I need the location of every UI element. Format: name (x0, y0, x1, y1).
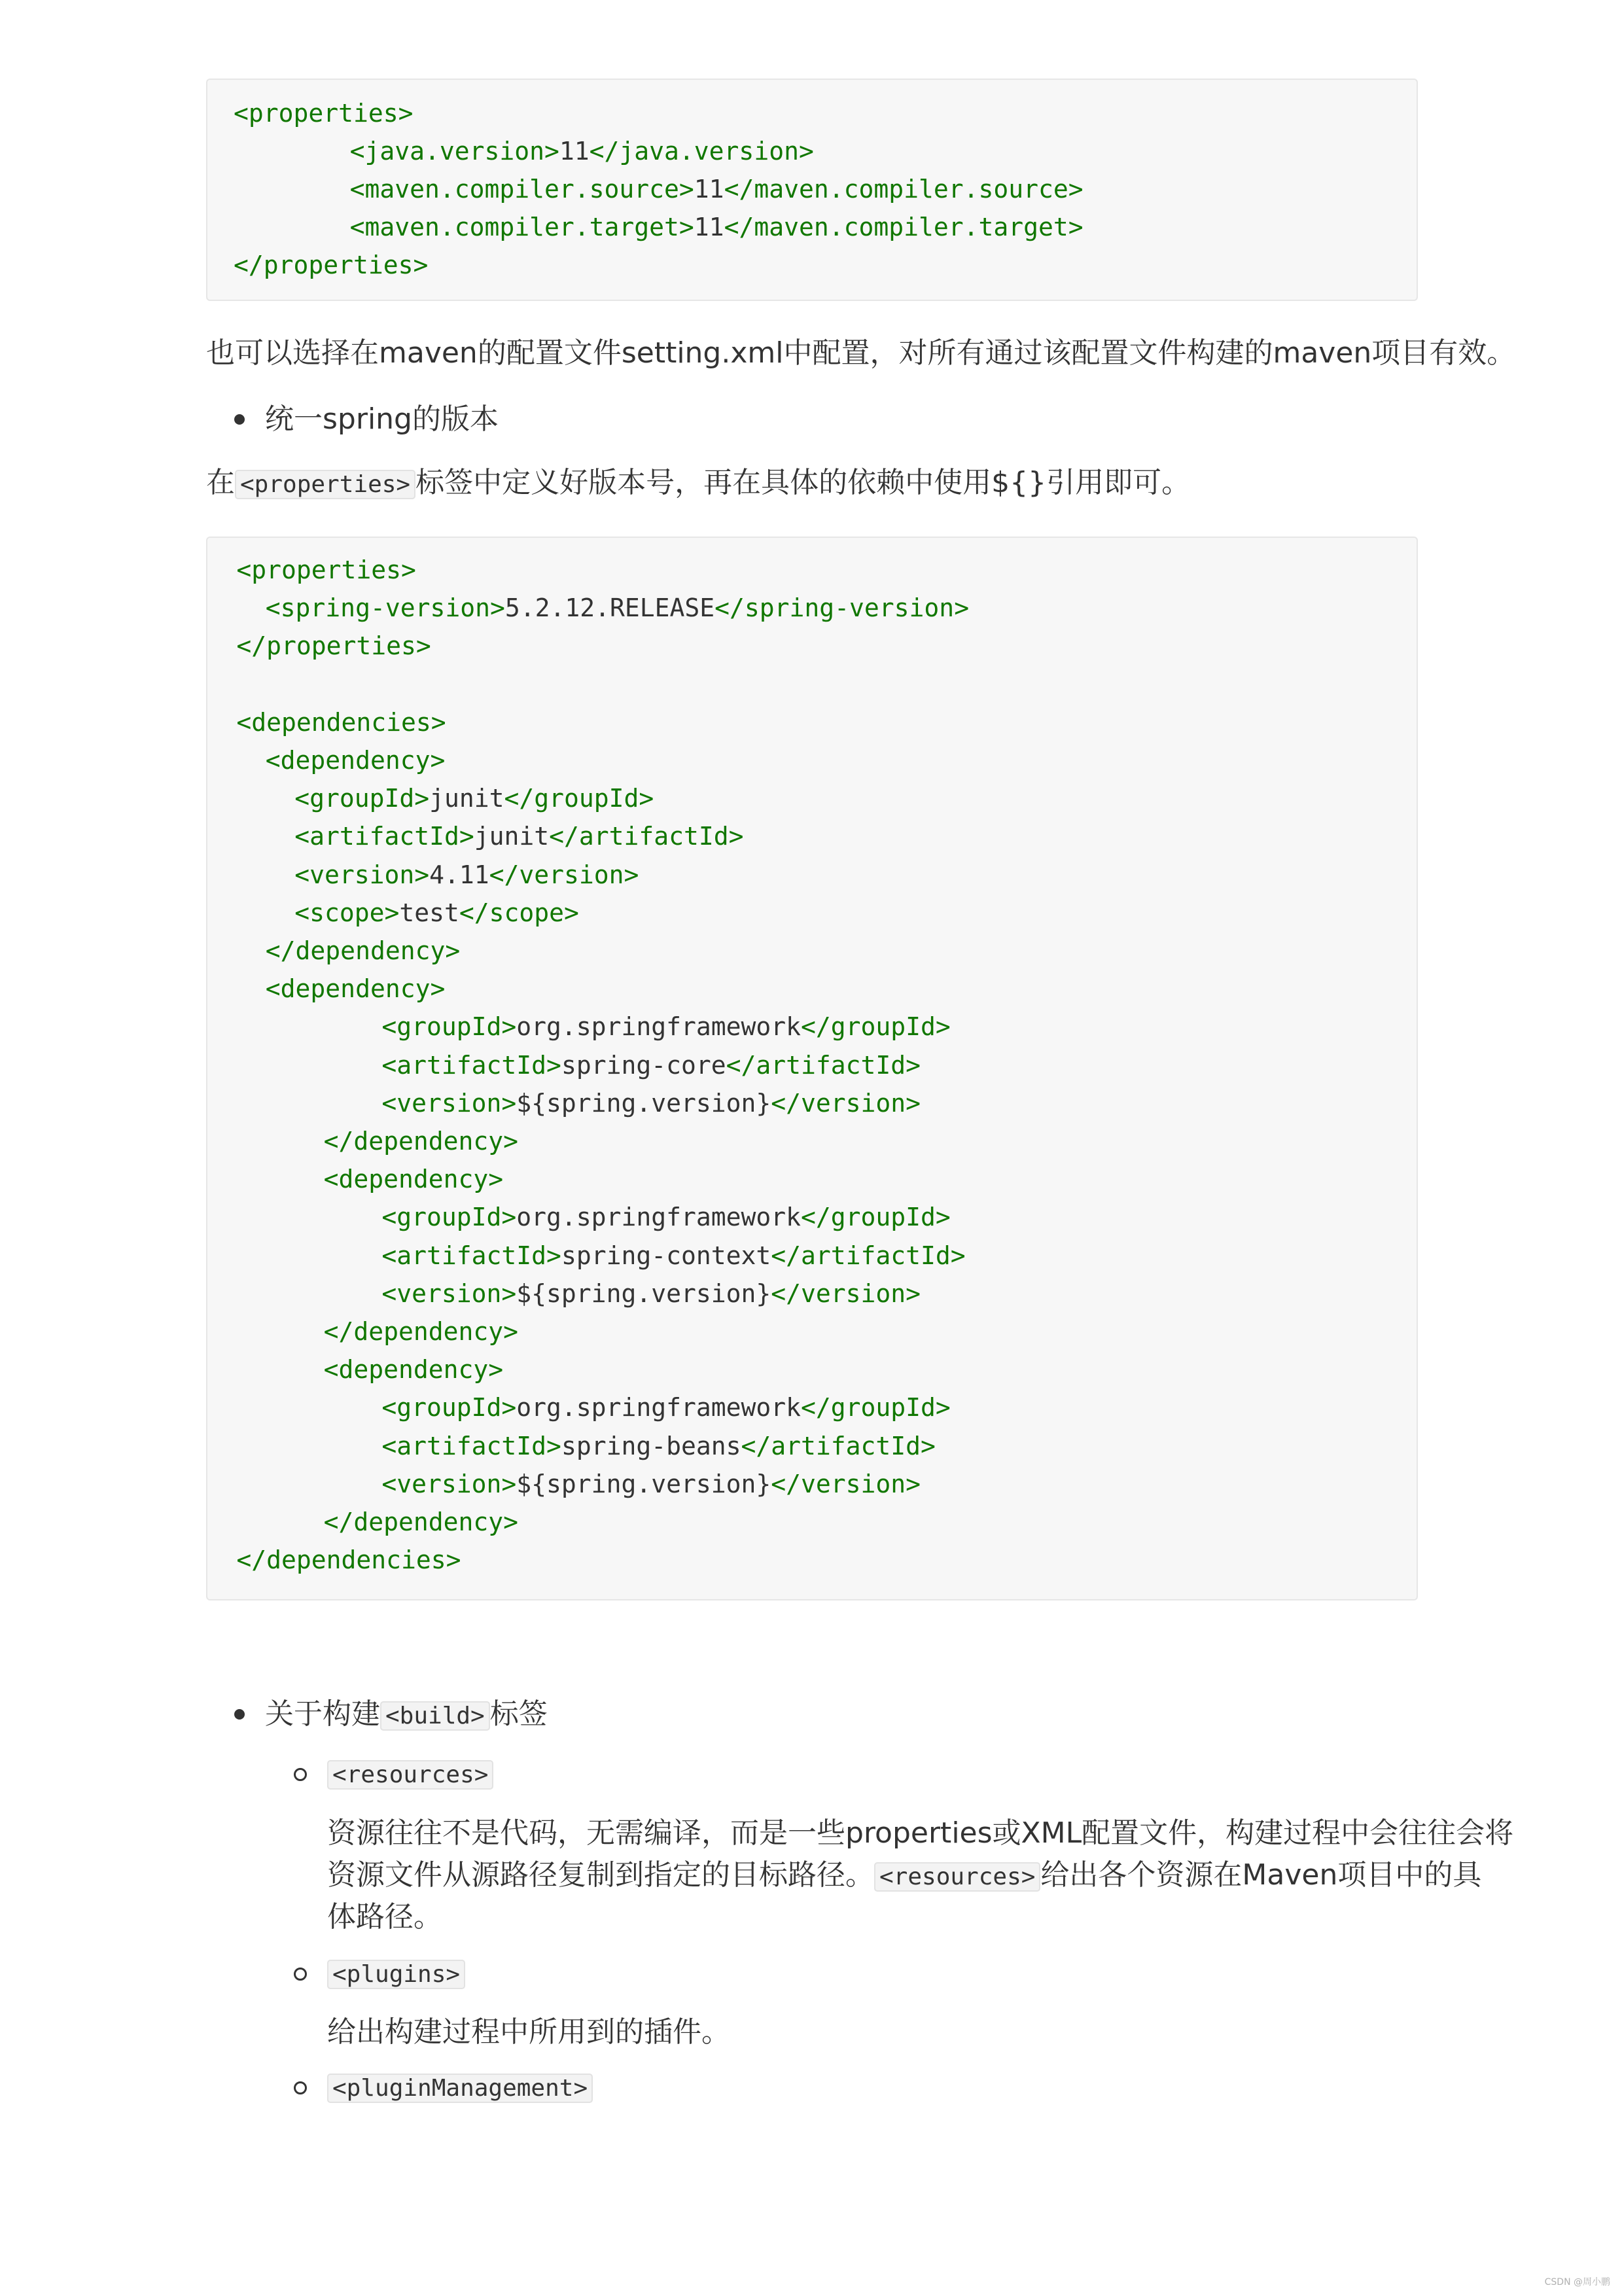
xml-tag: </artifactId> (726, 1050, 921, 1080)
xml-tag: </spring-version> (714, 593, 970, 623)
inline-code-plugin-management: <pluginManagement> (327, 2074, 593, 2103)
code-line (381, 1465, 921, 1503)
sub-item-plugins (327, 1952, 465, 1996)
xml-tag: <groupId> (294, 784, 430, 813)
xml-tag: </dependencies> (236, 1545, 461, 1575)
code-line (324, 1313, 518, 1351)
xml-text: spring-context (561, 1241, 771, 1270)
xml-tag: </version> (771, 1469, 921, 1498)
bullet-disc-icon (234, 1709, 245, 1720)
xml-tag: <version> (381, 1088, 517, 1118)
xml-tag: <dependency> (323, 1165, 504, 1194)
xml-tag: <artifactId> (381, 1241, 561, 1270)
xml-text: org.springframework (516, 1393, 801, 1422)
xml-text: spring-core (561, 1050, 726, 1080)
code-line (266, 970, 446, 1008)
xml-tag: <spring-version> (265, 593, 505, 623)
plugins-description: 给出构建过程中所用到的插件。 (327, 2015, 730, 2049)
xml-tag: </java.version> (589, 137, 814, 166)
code-line (324, 1351, 504, 1388)
xml-text: ${spring.version} (516, 1279, 771, 1308)
xml-tag: <maven.compiler.source> (349, 175, 694, 203)
xml-tag: </maven.compiler.source> (724, 175, 1084, 203)
xml-text: org.springframework (516, 1203, 801, 1232)
code-line (381, 1198, 950, 1236)
xml-tag: <groupId> (381, 1012, 517, 1042)
xml-tag: </artifactId> (741, 1431, 936, 1460)
xml-tag: <properties> (236, 556, 416, 584)
code-line (324, 1122, 518, 1160)
xml-text: test (399, 898, 459, 927)
xml-text: 11 (559, 137, 590, 166)
code-line (324, 1503, 518, 1541)
sub-item-plugin-management (327, 2066, 593, 2110)
xml-tag: <dependencies> (236, 707, 446, 737)
code-line (236, 703, 446, 741)
code-line (266, 741, 446, 779)
xml-text: junit (474, 822, 550, 851)
xml-tag: <groupId> (381, 1203, 517, 1232)
paragraph-suffix: 标签中定义好版本号，再在具体的依赖中使用${}引用即可。 (415, 466, 1191, 499)
code-line (236, 551, 416, 589)
inline-code-resources-2: <resources> (874, 1862, 1040, 1892)
code-line (236, 627, 431, 665)
code-line (234, 246, 428, 284)
xml-tag: <properties> (234, 99, 414, 128)
resources-description-line-1: 资源往往不是代码，无需编译，而是一些properties或XML配置文件，构建过程中会往往会将 (327, 1816, 1514, 1850)
xml-text: ${spring.version} (516, 1469, 771, 1498)
xml-text: 11 (694, 213, 724, 241)
watermark: CSDN @周小鹏 (1544, 2277, 1610, 2287)
bullet-unify-spring-version: 统一spring的版本 (265, 402, 499, 436)
xml-tag: <maven.compiler.target> (349, 213, 694, 241)
code-line (381, 1008, 950, 1046)
code-line (350, 208, 1084, 246)
resources-desc-prefix: 资源文件从源路径复制到指定的目标路径。 (327, 1858, 874, 1892)
xml-tag: </scope> (459, 898, 579, 927)
paragraph-prefix: 在 (206, 466, 235, 499)
xml-tag: <dependency> (323, 1355, 504, 1385)
code-line (234, 94, 414, 132)
inline-code-plugins: <plugins> (327, 1960, 465, 1989)
xml-tag: </version> (771, 1279, 921, 1308)
code-line (350, 170, 1084, 208)
xml-tag: <artifactId> (381, 1431, 561, 1460)
xml-tag: </dependency> (323, 1317, 519, 1346)
code-line (294, 817, 743, 855)
resources-description-line-2 (327, 1854, 1481, 1898)
xml-tag: <java.version> (349, 137, 559, 166)
code-line (294, 779, 654, 817)
code-line (381, 1427, 936, 1465)
xml-tag: </version> (771, 1088, 921, 1118)
xml-tag: <artifactId> (381, 1050, 561, 1080)
xml-tag: </groupId> (800, 1393, 951, 1422)
code-block-dependencies (206, 537, 1418, 1600)
xml-tag: </groupId> (800, 1012, 951, 1042)
bullet-suffix: 标签 (489, 1697, 548, 1731)
resources-desc-suffix: 给出各个资源在Maven项目中的具 (1040, 1858, 1482, 1892)
code-line (266, 589, 969, 627)
inline-code-build: <build> (380, 1701, 490, 1731)
xml-tag: </artifactId> (771, 1241, 966, 1270)
code-line (381, 1237, 965, 1275)
code-line (381, 1046, 921, 1084)
code-line (294, 894, 579, 932)
xml-tag: </artifactId> (549, 822, 744, 851)
code-line (381, 1275, 921, 1313)
bullet-circle-icon (294, 1768, 307, 1781)
sub-item-resources (327, 1752, 493, 1796)
code-line (236, 1541, 461, 1579)
bullet-prefix: 关于构建 (265, 1697, 380, 1731)
xml-tag: </dependency> (323, 1508, 519, 1536)
bullet-about-build (265, 1693, 548, 1737)
code-block-properties (206, 79, 1418, 301)
xml-tag: </groupId> (800, 1203, 951, 1232)
xml-tag: <version> (381, 1279, 517, 1308)
xml-tag: <version> (381, 1469, 517, 1498)
xml-tag: </properties> (236, 631, 431, 661)
xml-tag: </version> (489, 860, 639, 889)
xml-tag: </groupId> (504, 784, 654, 813)
bullet-circle-icon (294, 2081, 307, 2094)
inline-code-properties: <properties> (235, 470, 415, 499)
xml-tag: <scope> (294, 898, 400, 927)
xml-text: 5.2.12.RELEASE (504, 593, 715, 623)
bullet-disc-icon (234, 414, 245, 425)
xml-tag: <dependency> (265, 974, 446, 1004)
xml-text: ${spring.version} (516, 1088, 771, 1118)
xml-tag: <artifactId> (294, 822, 474, 851)
paragraph-properties-tag (206, 462, 1190, 506)
code-line (381, 1388, 950, 1426)
paragraph-setting-xml: 也可以选择在maven的配置文件setting.xml中配置，对所有通过该配置文件构建的maven项目有效。 (206, 336, 1516, 370)
code-line (266, 932, 460, 970)
code-line (350, 132, 814, 170)
code-line (381, 1084, 921, 1122)
xml-tag: <dependency> (265, 746, 446, 775)
inline-code-resources: <resources> (327, 1760, 493, 1790)
xml-text: spring-beans (561, 1431, 741, 1460)
xml-tag: <version> (294, 860, 430, 889)
code-line (294, 856, 639, 894)
xml-tag: </dependency> (265, 936, 461, 965)
xml-tag: </properties> (234, 251, 429, 279)
bullet-circle-icon (294, 1968, 307, 1981)
xml-text: org.springframework (516, 1012, 801, 1042)
resources-description-line-3: 体路径。 (327, 1900, 442, 1934)
xml-text: 11 (694, 175, 724, 203)
xml-text: 4.11 (429, 860, 489, 889)
xml-text: junit (429, 784, 504, 813)
xml-tag: </maven.compiler.target> (724, 213, 1084, 241)
xml-tag: <groupId> (381, 1393, 517, 1422)
xml-tag: </dependency> (323, 1127, 519, 1156)
code-line (324, 1160, 504, 1198)
